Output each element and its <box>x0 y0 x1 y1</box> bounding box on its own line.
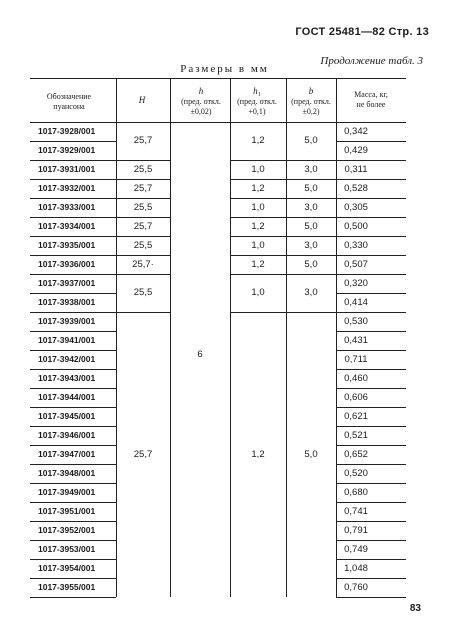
row-mass: 0,530 <box>344 316 368 327</box>
group-h1: 1,2 <box>251 258 265 270</box>
row-rule-code <box>30 255 116 256</box>
row-mass: 0,606 <box>344 392 368 403</box>
row-code: 1017-3949/001 <box>38 487 96 497</box>
row-code: 1017-3954/001 <box>38 563 96 573</box>
row-mass: 0,621 <box>344 411 368 422</box>
group-rule <box>116 179 170 180</box>
row-mass: 0,431 <box>344 335 368 346</box>
row-rule-mass <box>336 540 406 541</box>
row-code: 1017-3953/001 <box>38 544 96 554</box>
row-code: 1017-3937/001 <box>38 278 96 288</box>
row-rule-mass <box>336 331 406 332</box>
group-rule <box>116 255 170 256</box>
group-b: 3,0 <box>304 287 318 298</box>
row-rule-code <box>30 464 116 465</box>
row-mass: 0,711 <box>344 354 368 365</box>
row-mass: 0,741 <box>344 506 368 517</box>
row-mass: 0,414 <box>344 297 368 308</box>
row-rule-code <box>30 160 116 161</box>
group-h1: 1,0 <box>251 201 265 213</box>
row-code: 1017-3935/001 <box>38 240 96 250</box>
group-rule <box>230 255 336 256</box>
row-rule-mass <box>336 521 406 522</box>
group-rule <box>230 179 336 180</box>
row-mass: 0,521 <box>344 430 368 441</box>
header-mass-line2: не более <box>356 100 386 109</box>
header-h <box>170 86 232 117</box>
h-value-merged: 6 <box>197 349 203 360</box>
group-H: 25,7 <box>133 135 153 146</box>
row-mass: 0,507 <box>344 259 368 270</box>
header-h-line3: ±0,02) <box>190 107 212 116</box>
row-code: 1017-3947/001 <box>38 449 96 459</box>
row-rule-mass <box>336 350 406 351</box>
row-code: 1017-3932/001 <box>38 183 96 193</box>
header-divider <box>116 78 117 122</box>
group-rule <box>116 160 170 161</box>
group-b: 5,0 <box>304 448 318 460</box>
header-b-line3: ±0,2) <box>302 107 320 116</box>
row-code: 1017-3934/001 <box>38 221 96 231</box>
group-H: 25,7 <box>133 220 153 232</box>
row-rule-code <box>30 274 116 275</box>
header-mass <box>338 90 404 110</box>
row-rule-code <box>30 502 116 503</box>
row-rule-mass <box>336 179 406 180</box>
row-rule-code <box>30 369 116 370</box>
row-code: 1017-3936/001 <box>38 259 96 269</box>
row-rule-code <box>30 597 116 598</box>
row-rule-mass <box>336 597 406 598</box>
group-rule <box>230 274 336 275</box>
group-rule <box>116 312 170 313</box>
page-number: 83 <box>409 603 421 614</box>
row-rule-mass <box>336 217 406 218</box>
row-rule-mass <box>336 559 406 560</box>
row-code: 1017-3955/001 <box>38 582 96 592</box>
row-rule-mass <box>336 483 406 484</box>
row-rule-code <box>30 445 116 446</box>
header-h1-line3: +0,1) <box>248 107 266 116</box>
group-rule <box>230 198 336 199</box>
row-rule-mass <box>336 274 406 275</box>
group-rule <box>116 236 170 237</box>
row-rule-code <box>30 483 116 484</box>
header-b-line2: (пред. откл. <box>291 97 331 106</box>
row-rule-mass <box>336 255 406 256</box>
header-h1-line2: (пред. откл. <box>237 97 277 106</box>
units-caption: Размеры в мм <box>180 63 269 75</box>
row-code: 1017-3942/001 <box>38 354 96 364</box>
group-H: 25,5 <box>133 287 153 298</box>
group-h1: 1,0 <box>251 287 265 298</box>
row-rule-code <box>30 312 116 313</box>
header-code-line2: пуансона <box>53 102 85 111</box>
header-divider <box>230 78 231 122</box>
row-mass: 0,330 <box>344 240 368 251</box>
continuation-note: Продолжение табл. 3 <box>320 55 423 67</box>
row-rule-mass <box>336 293 406 294</box>
row-code: 1017-3941/001 <box>38 335 96 345</box>
header-bottom-rule <box>30 122 406 123</box>
group-H: 25,7 <box>133 182 153 194</box>
row-rule-code <box>30 179 116 180</box>
row-code: 1017-3938/001 <box>38 297 96 307</box>
row-rule-mass <box>336 502 406 503</box>
row-rule-mass <box>336 445 406 446</box>
row-code: 1017-3952/001 <box>38 525 96 535</box>
header-H-label: H <box>138 95 146 105</box>
row-code: 1017-3931/001 <box>38 164 96 174</box>
row-mass: 0,760 <box>344 582 368 593</box>
row-mass: 0,320 <box>344 278 368 289</box>
row-mass: 0,342 <box>344 126 368 137</box>
header-code-line1: Обозначение <box>46 92 92 101</box>
header-b-label: b <box>308 86 314 96</box>
group-H: 25,5 <box>133 163 153 175</box>
row-rule-mass <box>336 578 406 579</box>
group-rule <box>230 236 336 237</box>
row-rule-code <box>30 407 116 408</box>
row-code: 1017-3928/001 <box>38 126 96 136</box>
header-divider <box>286 78 287 122</box>
row-mass: 0,652 <box>344 449 368 460</box>
row-rule-mass <box>336 198 406 199</box>
row-rule-mass <box>336 160 406 161</box>
group-H: 25,7 <box>133 448 153 460</box>
group-H: 25,5 <box>133 239 153 251</box>
row-code: 1017-3944/001 <box>38 392 96 402</box>
row-rule-code <box>30 350 116 351</box>
row-rule-code <box>30 578 116 579</box>
group-b: 5,0 <box>304 135 318 146</box>
row-rule-code <box>30 540 116 541</box>
row-rule-code <box>30 236 116 237</box>
group-b: 3,0 <box>304 163 318 175</box>
group-b: 5,0 <box>304 220 318 232</box>
row-rule-code <box>30 559 116 560</box>
row-code: 1017-3946/001 <box>38 430 96 440</box>
page-header: ГОСТ 25481—82 Стр. 13 <box>295 26 429 38</box>
row-code: 1017-3943/001 <box>38 373 96 383</box>
header-b <box>286 86 336 117</box>
group-b: 3,0 <box>304 239 318 251</box>
group-rule <box>230 160 336 161</box>
row-mass: 0,528 <box>344 183 368 194</box>
group-b: 5,0 <box>304 182 318 194</box>
header-code <box>30 92 108 112</box>
row-rule-code <box>30 388 116 389</box>
row-code: 1017-3929/001 <box>38 145 96 155</box>
row-mass: 0,305 <box>344 202 368 213</box>
row-rule-code <box>30 217 116 218</box>
row-rule-code <box>30 141 116 142</box>
row-mass: 0,680 <box>344 487 368 498</box>
row-mass: 0,791 <box>344 525 368 536</box>
group-rule <box>230 217 336 218</box>
header-divider <box>170 78 171 122</box>
row-code: 1017-3948/001 <box>38 468 96 478</box>
group-h1: 1,2 <box>251 182 265 194</box>
row-rule-code <box>30 198 116 199</box>
row-mass: 0,520 <box>344 468 368 479</box>
row-code: 1017-3939/001 <box>38 316 96 326</box>
header-H <box>116 95 168 106</box>
row-rule-mass <box>336 464 406 465</box>
header-h1-label: h₁ <box>253 86 261 96</box>
group-b: 3,0 <box>304 201 318 213</box>
group-h1: 1,2 <box>251 135 265 146</box>
group-H: 25,5 <box>133 201 153 213</box>
row-rule-mass <box>336 407 406 408</box>
row-mass: 0,749 <box>344 544 368 555</box>
header-divider <box>336 78 337 122</box>
table-top-rule <box>30 78 406 79</box>
row-mass: 1,048 <box>344 563 368 574</box>
row-code: 1017-3945/001 <box>38 411 96 421</box>
header-h-line2: (пред. откл. <box>181 97 221 106</box>
row-rule-mass <box>336 141 406 142</box>
row-rule-mass <box>336 388 406 389</box>
row-code: 1017-3933/001 <box>38 202 96 212</box>
row-rule-code <box>30 293 116 294</box>
group-rule <box>116 274 170 275</box>
group-h1: 1,2 <box>251 448 265 460</box>
row-mass: 0,500 <box>344 221 368 232</box>
row-rule-code <box>30 426 116 427</box>
row-mass: 0,460 <box>344 373 368 384</box>
row-mass: 0,311 <box>344 164 368 175</box>
row-rule-mass <box>336 312 406 313</box>
row-rule-mass <box>336 426 406 427</box>
row-rule-code <box>30 521 116 522</box>
group-h1: 1,0 <box>251 239 265 251</box>
group-h1: 1,2 <box>251 220 265 232</box>
group-rule <box>116 217 170 218</box>
group-rule <box>116 198 170 199</box>
group-h1: 1,0 <box>251 163 265 175</box>
header-h1 <box>230 86 284 117</box>
row-rule-code <box>30 331 116 332</box>
header-h-label: h <box>198 86 204 96</box>
row-mass: 0,429 <box>344 145 368 156</box>
group-rule <box>230 312 336 313</box>
group-H: 25,7· <box>132 258 154 270</box>
row-code: 1017-3951/001 <box>38 506 96 516</box>
group-b: 5,0 <box>304 258 318 270</box>
row-rule-mass <box>336 369 406 370</box>
row-rule-mass <box>336 236 406 237</box>
header-mass-line1: Масса, кг, <box>354 90 388 99</box>
